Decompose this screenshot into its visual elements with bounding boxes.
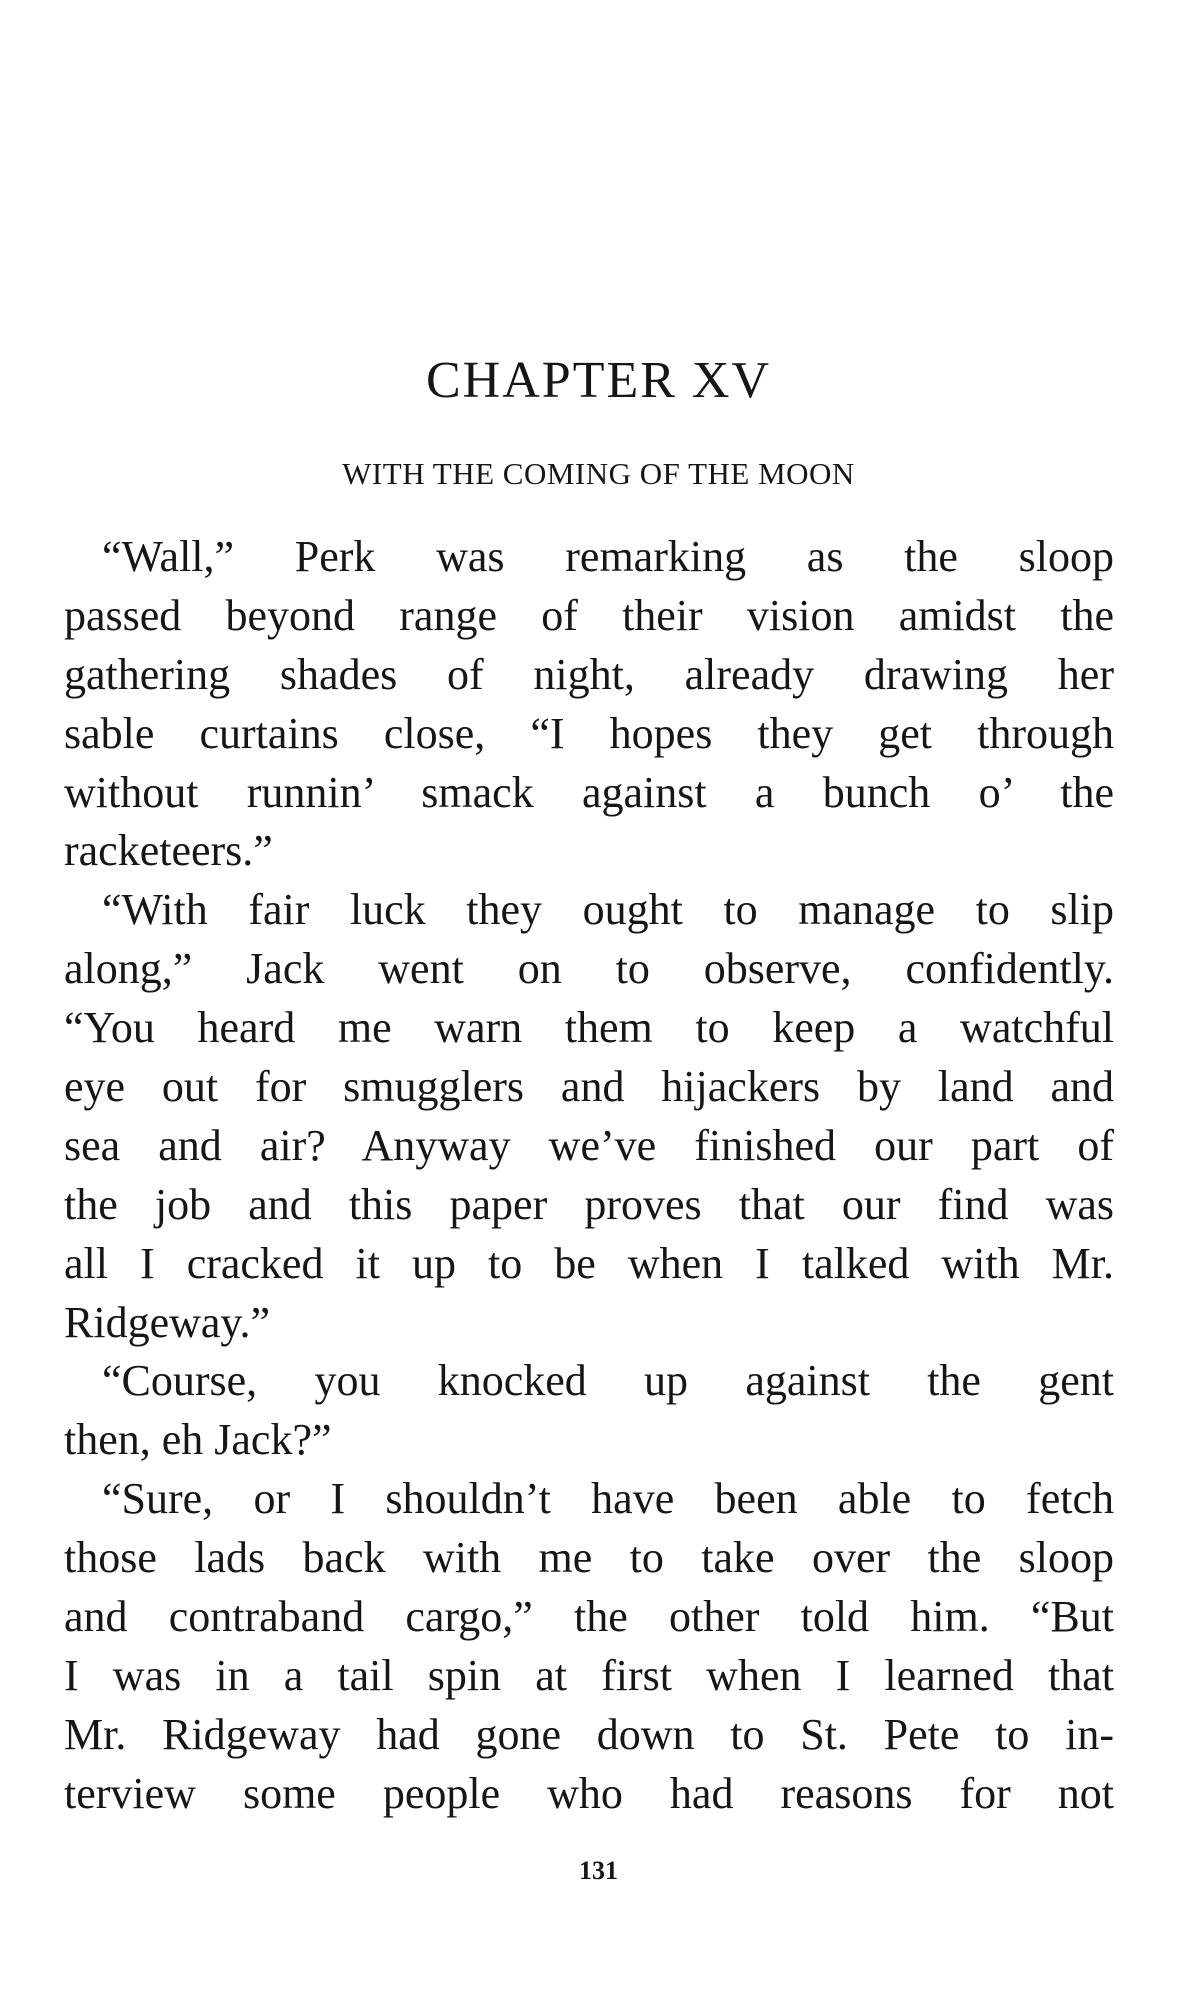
text-line: “Course, you knocked up against the gent — [102, 1356, 1114, 1406]
text-line: “With fair luck they ought to manage to slip — [102, 885, 1114, 935]
text-line: gathering shades of night, already drawing her — [64, 649, 1114, 699]
text-line: terview some people who had reasons for not — [64, 1768, 1114, 1818]
text-line: without runnin’ smack against a bunch o’ the — [64, 767, 1114, 817]
page-number: 131 — [579, 1856, 618, 1885]
text-line: sea and air? Anyway we’ve finished our part of — [64, 1120, 1114, 1170]
text-line: “You heard me warn them to keep a watchful — [64, 1003, 1114, 1053]
text-line: those lads back with me to take over the sloop — [64, 1533, 1114, 1583]
text-line: “Sure, or I shouldn’t have been able to fetch — [102, 1474, 1114, 1524]
text-line: passed beyond range of their vision amidst the — [64, 590, 1114, 640]
text-line: “Wall,” Perk was remarking as the sloop — [102, 532, 1114, 581]
text-line: all I cracked it up to be when I talked with Mr. — [64, 1238, 1114, 1288]
body-text — [64, 528, 1114, 1824]
text-line: Ridgeway.” — [64, 1297, 271, 1347]
text-line: along,” Jack went on to observe, confidently. — [64, 944, 1114, 994]
chapter-subtitle: WITH THE COMING OF THE MOON — [342, 456, 855, 491]
text-line: the job and this paper proves that our find was — [64, 1179, 1114, 1229]
text-line: sable curtains close, “I hopes they get through — [64, 708, 1114, 758]
text-line: Mr. Ridgeway had gone down to St. Pete to in- — [64, 1709, 1114, 1759]
chapter-heading: CHAPTER XV — [425, 352, 772, 409]
text-line: and contraband cargo,” the other told him. “But — [64, 1592, 1114, 1642]
text-line: then, eh Jack?” — [64, 1415, 332, 1465]
text-line: eye out for smugglers and hijackers by land and — [64, 1062, 1114, 1112]
text-line: racketeers.” — [64, 826, 273, 876]
text-line: I was in a tail spin at first when I learned that — [64, 1650, 1114, 1700]
